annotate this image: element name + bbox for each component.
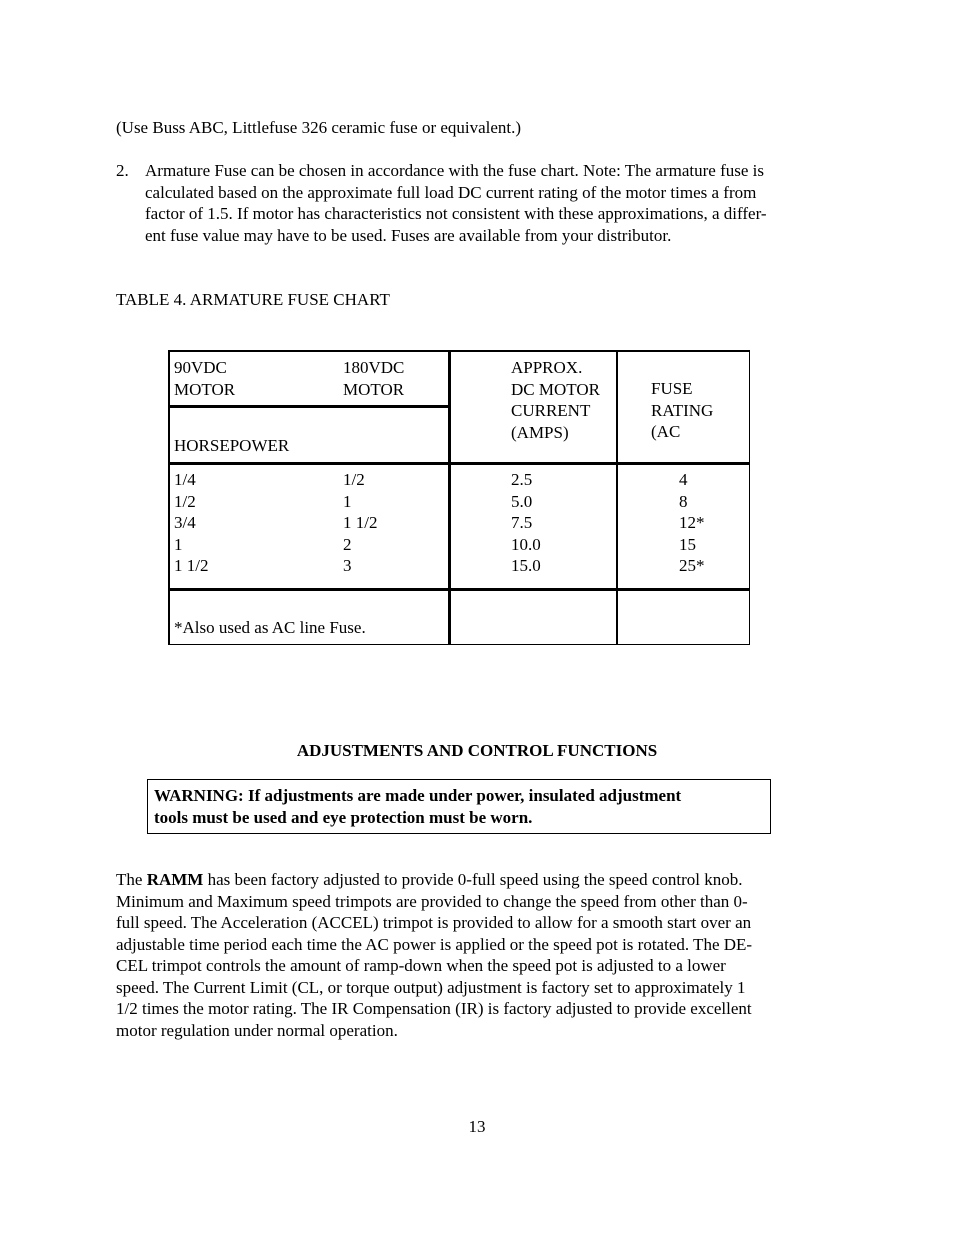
table-border [168,462,750,465]
page-number: 13 [468,1117,486,1136]
table-cell: 8 [679,491,688,511]
col-fuse-rating [679,469,705,577]
header-text: DC MOTOR [511,379,600,399]
list-item-armature-fuse [145,160,767,246]
table-border [168,350,750,352]
table-border [168,588,750,591]
table-cell: 12* [679,513,705,532]
table-cell: 15.0 [511,556,541,575]
table-border [168,405,450,408]
paragraph-text: has been factory adjusted to provide 0-full speed using the speed control knob. [203,870,743,889]
table-border [168,350,170,645]
table-cell: 4 [679,470,688,489]
table-cell: 1/4 [174,470,196,489]
header-90vdc [174,357,235,400]
table-cell: 1/2 [343,470,365,489]
paragraph-text: The [116,870,147,889]
header-text: RATING [651,400,714,420]
paragraph-line: adjustable time period each time the AC power is applied or the speed pot is rotated. The DE- [116,934,753,954]
table-cell: 1 [174,534,183,554]
paragraph-line: 1/2 times the motor rating. The IR Compensation (IR) is factory adjusted to provide excellent [116,999,752,1018]
paragraph-line: full speed. The Acceleration (ACCEL) trimpot is provided to allow for a smooth start over an [116,913,752,932]
intro-note: (Use Buss ABC, Littlefuse 326 ceramic fuse or equivalent.) [116,118,522,137]
table-border [749,350,751,645]
table-cell: 3 [343,556,352,575]
header-text: FUSE [651,379,693,398]
header-current [511,357,600,443]
header-text: 90VDC [174,358,227,377]
table-cell: 1/2 [174,491,196,511]
armature-fuse-table [168,350,750,645]
col-180vdc-hp [343,469,377,577]
header-180vdc [343,357,404,400]
header-text: MOTOR [174,379,236,399]
list-item-line: ent fuse value may have to be used. Fuses are available from your distributor. [145,225,672,245]
col-90vdc-hp [174,469,208,577]
paragraph-line: speed. The Current Limit (CL, or torque output) adjustment is factory set to approximately 1 [116,977,746,997]
col-current-amps [511,469,541,577]
header-text: (AMPS) [511,422,569,442]
table-border [448,350,451,645]
table-cell: 2.5 [511,470,533,489]
warning-line: WARNING: If adjustments are made under power, insulated adjustment [154,786,682,805]
list-item-line: calculated based on the approximate full load DC current rating of the motor times a from [145,182,757,202]
list-item-line: factor of 1.5. If motor has characteristics not consistent with these approximations, a differ- [145,204,767,223]
list-item-number: 2. [116,161,129,180]
adjustments-paragraph [116,869,752,1041]
table-cell: 3/4 [174,513,196,532]
table-cell: 1 1/2 [174,556,209,575]
table-caption: TABLE 4. ARMATURE FUSE CHART [116,290,390,309]
table-border [168,644,750,646]
paragraph-line: motor regulation under normal operation. [116,1020,398,1040]
table-cell: 1 1/2 [343,513,378,532]
warning-box [147,779,771,834]
table-footnote: *Also used as AC line Fuse. [174,618,366,637]
table-cell: 2 [343,534,352,554]
header-horsepower: HORSEPOWER [174,436,290,455]
product-name: RAMM [146,870,204,889]
table-cell: 1 [343,491,352,511]
paragraph-line: Minimum and Maximum speed trimpots are provided to change the speed from other than 0- [116,891,748,911]
header-fuse-rating [651,378,713,443]
warning-text [154,785,681,828]
section-heading: ADJUSTMENTS AND CONTROL FUNCTIONS [296,741,658,760]
table-cell: 10.0 [511,534,541,554]
table-cell: 15 [679,534,696,554]
header-text: APPROX. [511,358,583,377]
paragraph-line [116,869,752,891]
table-cell: 25* [679,556,705,575]
header-text: CURRENT [511,401,591,420]
table-cell: 7.5 [511,513,533,532]
warning-line: tools must be used and eye protection must be worn. [154,807,533,827]
header-text: (AC [651,422,681,441]
table-border [616,350,619,645]
header-text: MOTOR [343,379,405,399]
table-cell: 5.0 [511,491,533,511]
paragraph-line: CEL trimpot controls the amount of ramp-down when the speed pot is adjusted to a lower [116,956,726,975]
list-item-line: Armature Fuse can be chosen in accordance with the fuse chart. Note: The armature fuse is [145,161,764,180]
header-text: 180VDC [343,358,405,377]
